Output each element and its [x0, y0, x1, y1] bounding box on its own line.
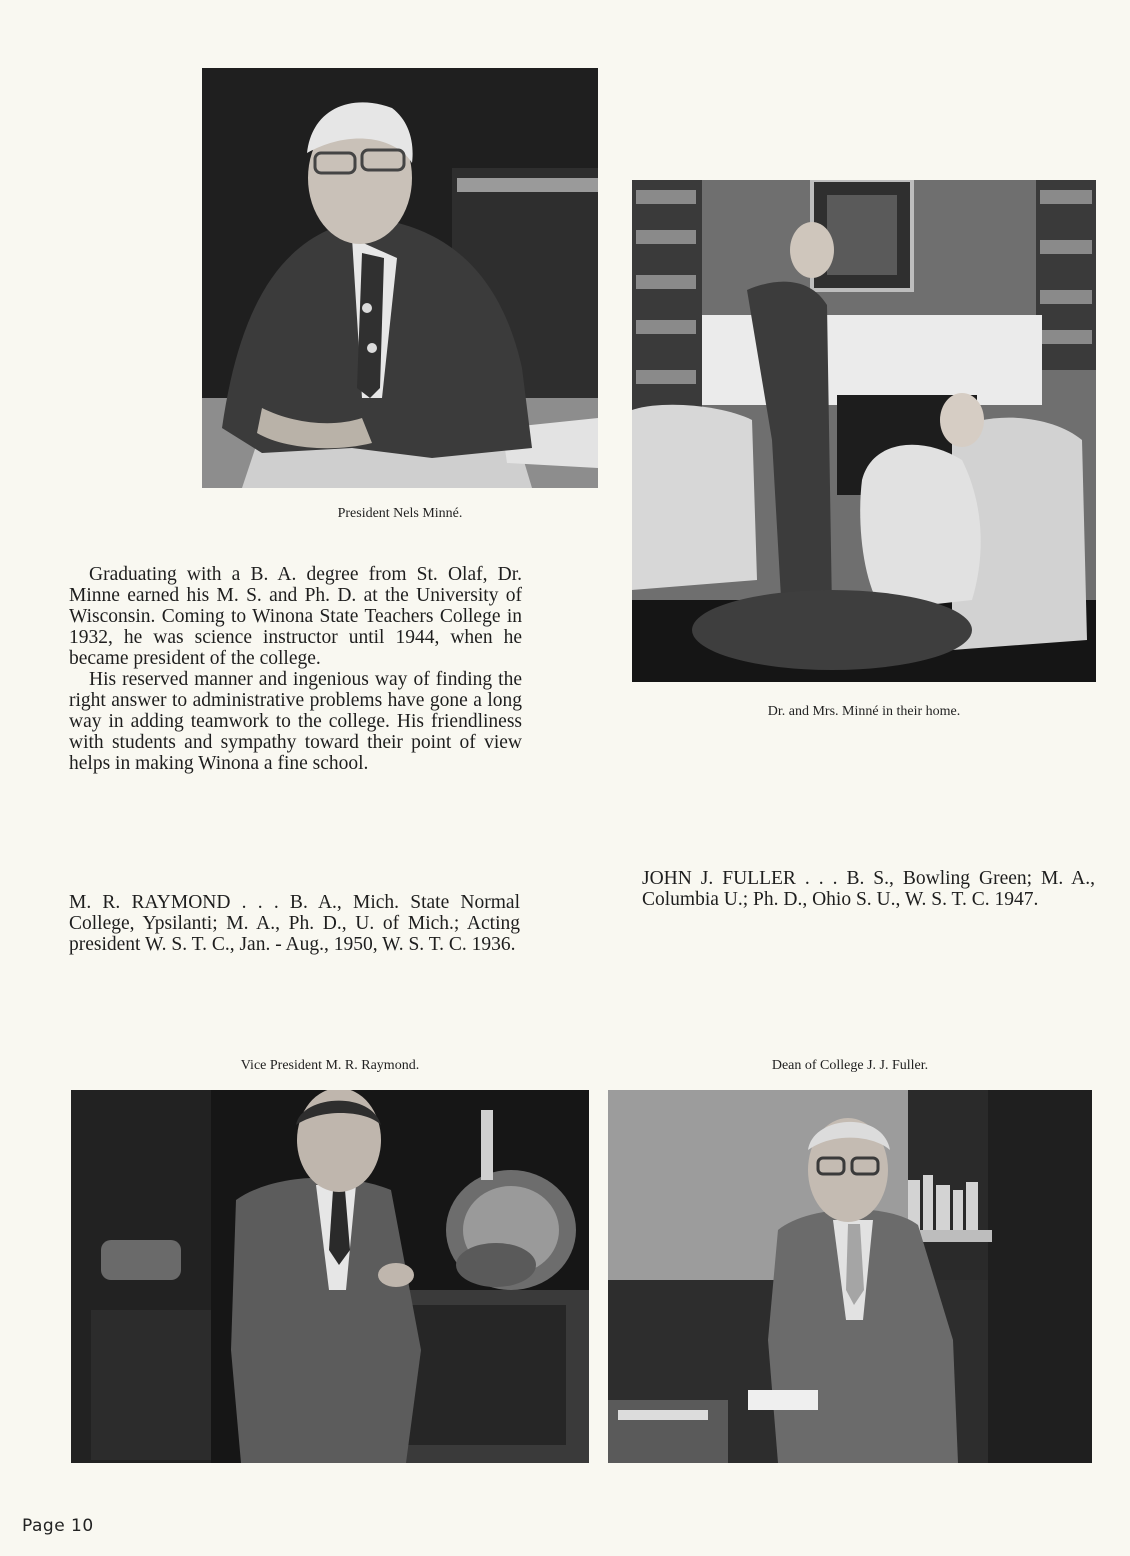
- fuller-bio-text: JOHN J. FULLER . . . B. S., Bowling Green; M. A., Columbia U.; Ph. D., Ohio S. U., W. S. T. C. 1947.: [642, 868, 1095, 910]
- home-photo-caption: Dr. and Mrs. Minné in their home.: [767, 704, 961, 719]
- president-bio-paragraph: Graduating with a B. A. degree from St. Olaf, Dr. Minne earned his M. S. and Ph. D. at the University of Wisconsin. Coming to Winona State Teachers College in 1932, he was science instructor until 1944, when he became president of the college.: [69, 564, 522, 669]
- president-photo-caption: President Nels Minné.: [337, 506, 463, 521]
- raymond-photo-caption: Vice President M. R. Raymond.: [240, 1058, 420, 1073]
- president-bio: [69, 564, 522, 774]
- page-number: Page 10: [22, 1516, 94, 1536]
- raymond-photo: [71, 1090, 589, 1463]
- raymond-bio: [69, 892, 520, 955]
- home-photo: [632, 180, 1096, 682]
- president-photo: [202, 68, 598, 488]
- president-bio-paragraph: His reserved manner and ingenious way of finding the right answer to administrative problems have gone a long way in adding teamwork to the college. His friendliness with students and sympathy toward their point of view helps in making Winona a fine school.: [69, 669, 522, 774]
- raymond-bio-text: M. R. RAYMOND . . . B. A., Mich. State Normal College, Ypsilanti; M. A., Ph. D., U. of Mich.; Acting president W. S. T. C., Jan. - Aug., 1950, W. S. T. C. 1936.: [69, 892, 520, 955]
- fuller-photo: [608, 1090, 1092, 1463]
- fuller-photo-caption: Dean of College J. J. Fuller.: [771, 1058, 929, 1073]
- fuller-bio: [642, 868, 1095, 910]
